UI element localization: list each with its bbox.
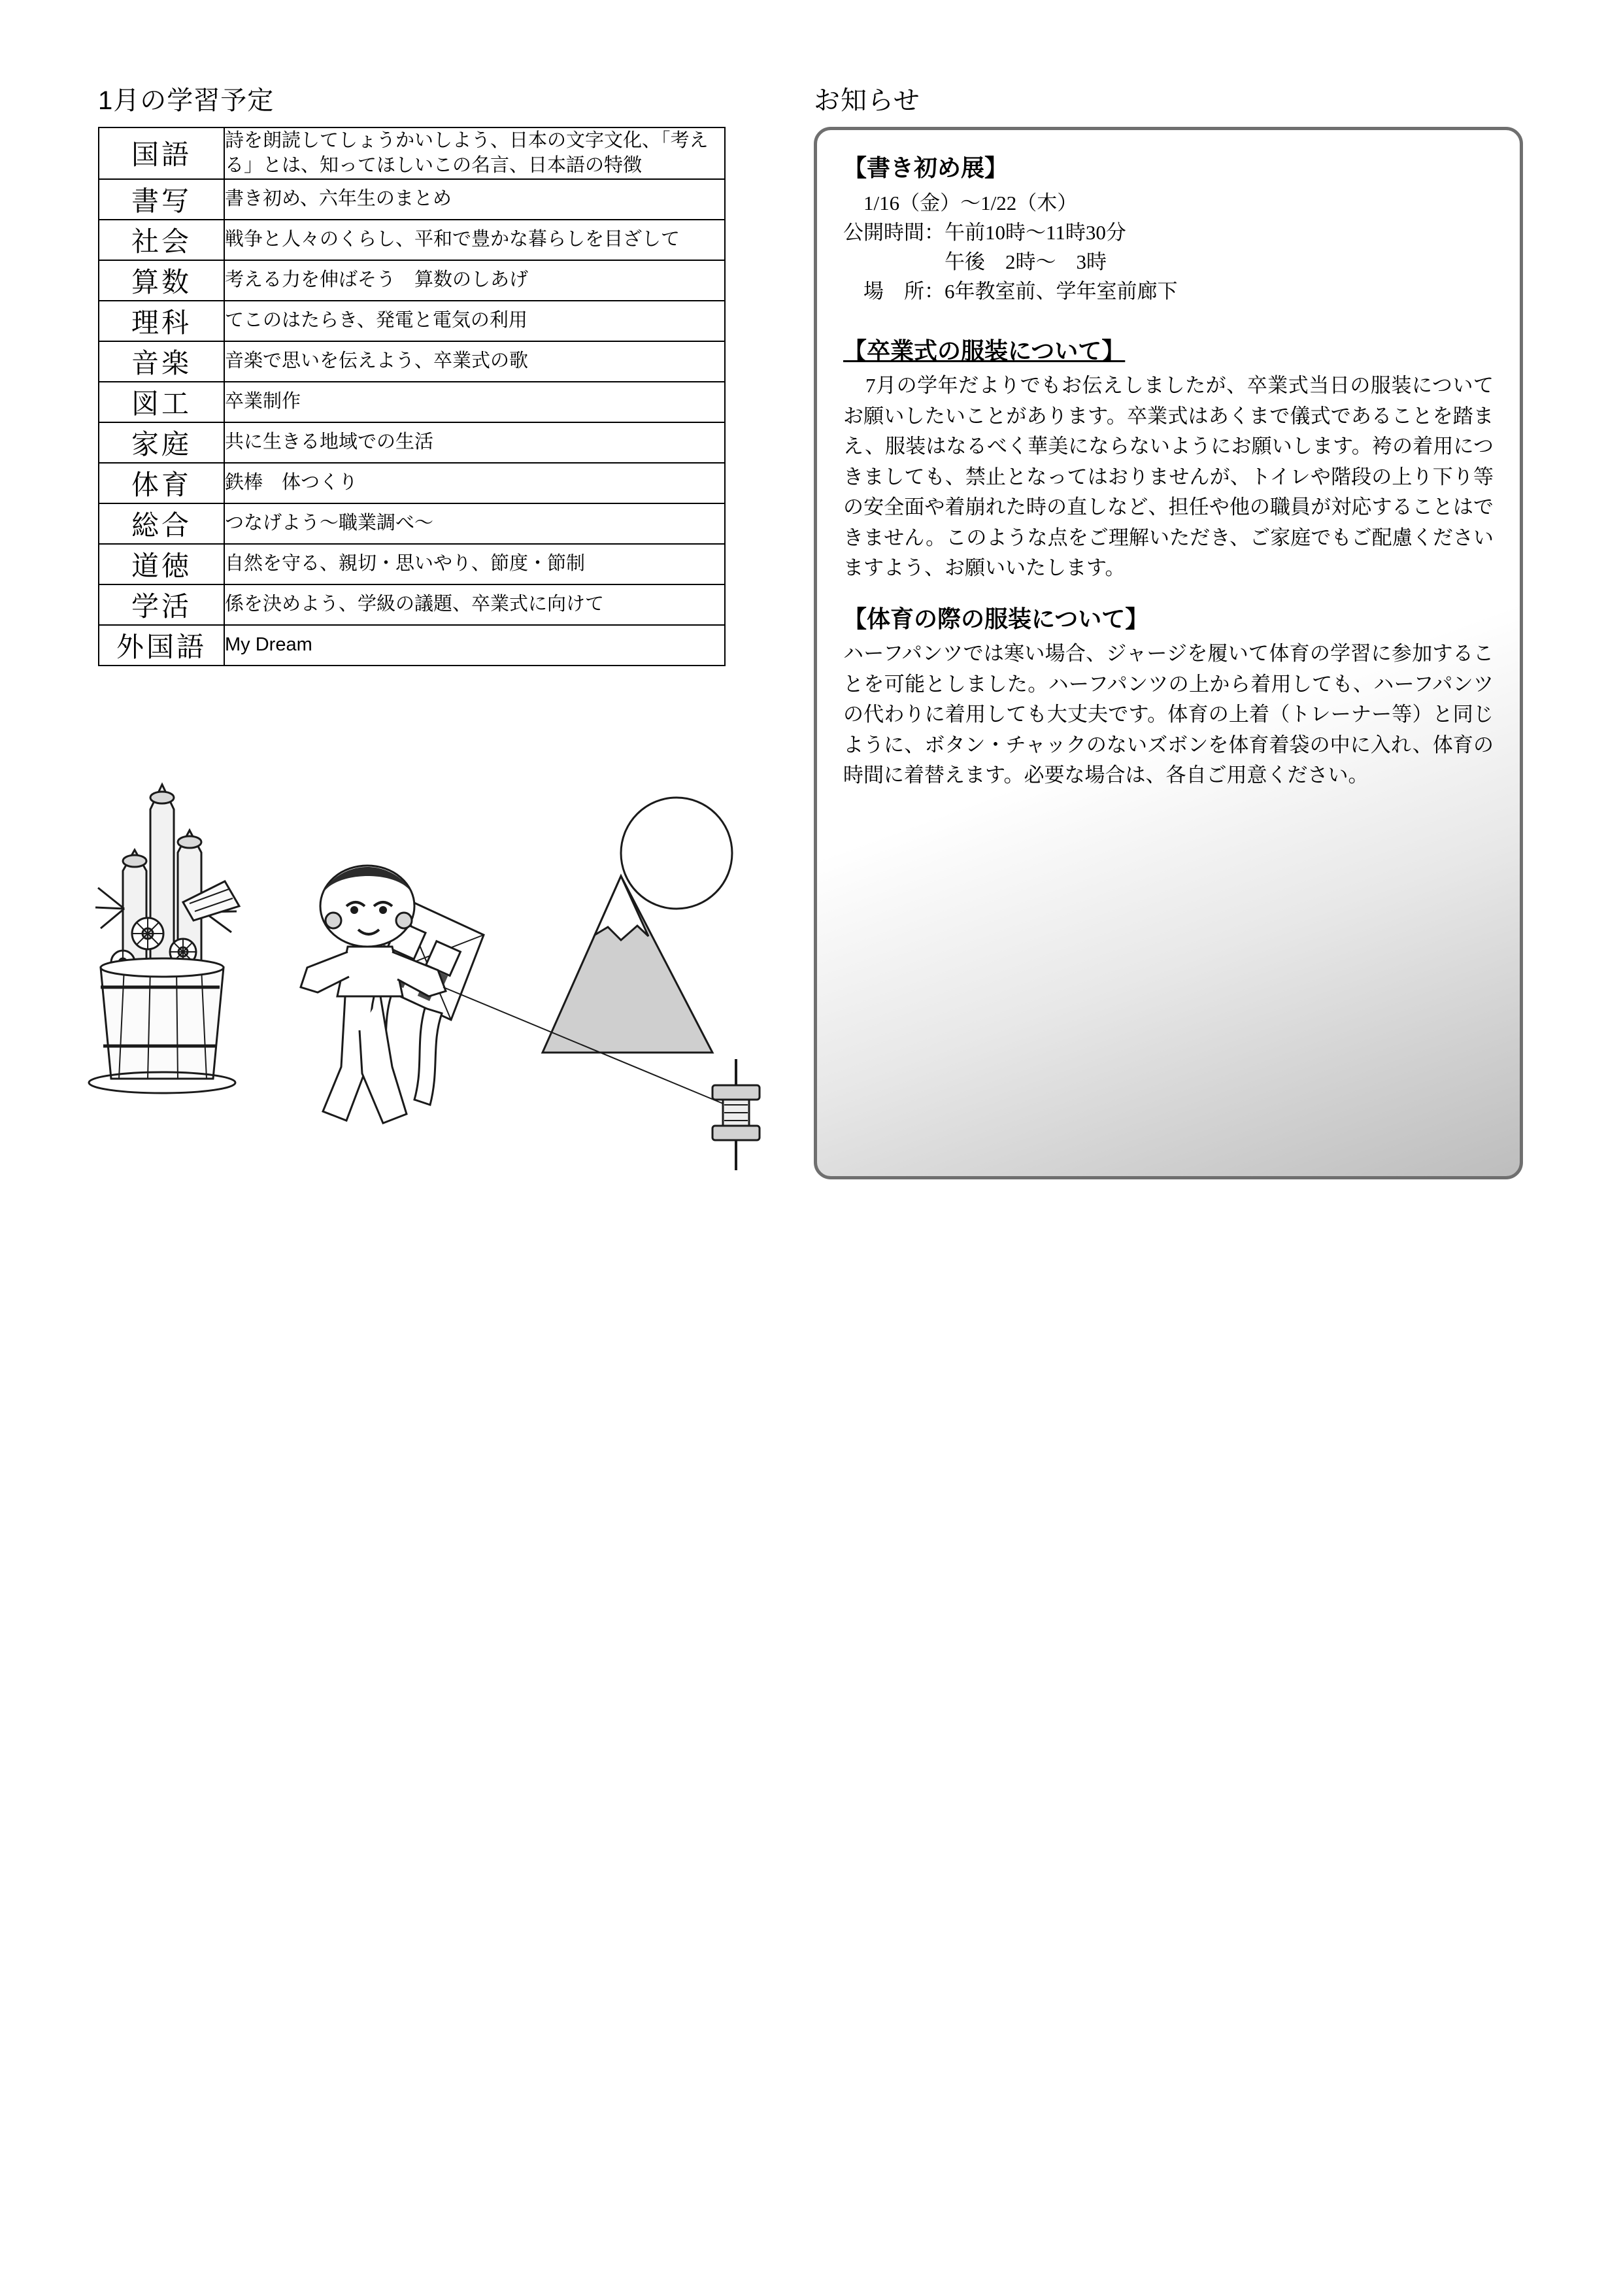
table-row [99, 179, 725, 220]
subject-cell: 社会 [99, 220, 224, 260]
subject-cell: 道徳 [99, 544, 224, 584]
notice-pe-title: 【体育の際の服装について】 [843, 605, 1149, 632]
table-row [99, 127, 725, 179]
notice-pe-body: ハーフパンツでは寒い場合、ジャージを履いて体育の学習に参加することを可能としました。ハーフパンツの上から着用しても、ハーフパンツの代わりに着用しても大丈夫です。体育の上着（トレーナー等）と同じように、ボタン・チャックのないズボンを体育着袋の中に入れ、体育の時間に着替えます。必要な場合は、各自ご用意ください。 [843, 642, 1494, 787]
content-cell: 考える力を伸ばそう 算数のしあげ [224, 260, 725, 301]
subject-cell: 総合 [99, 503, 224, 544]
notice-kakizome-hours-morning: 公開時間：午前10時〜11時30分 [843, 220, 1126, 244]
content-cell: 鉄棒 体つくり [224, 463, 725, 503]
subject-cell: 算数 [99, 260, 224, 301]
subject-cell: 書写 [99, 179, 224, 220]
content-cell: 戦争と人々のくらし、平和で豊かな暮らしを目ざして [224, 220, 725, 260]
table-row [99, 260, 725, 301]
subject-cell: 家庭 [99, 422, 224, 463]
content-cell: 詩を朗読してしょうかいしよう、日本の文字文化、「考える」とは、知ってほしいこの名言、日本語の特徴 [224, 127, 725, 179]
subject-cell: 理科 [99, 301, 224, 341]
schedule-heading: 1月の学習予定 [98, 86, 275, 115]
notice-graduation-attire [843, 335, 1494, 584]
content-cell: 自然を守る、親切・思いやり、節度・節制 [224, 544, 725, 584]
table-row [99, 625, 725, 666]
subject-cell: 音楽 [99, 341, 224, 382]
table-row [99, 382, 725, 422]
content-cell: My Dream [224, 625, 725, 666]
notice-graduation-title: 【卒業式の服装について】 [843, 337, 1126, 364]
section-spacer [843, 313, 1494, 335]
subject-cell: 図工 [99, 382, 224, 422]
notice-kakizome-hours-afternoon: 午後 2時〜 3時 [843, 250, 1107, 274]
content-cell: 共に生きる地域での生活 [224, 422, 725, 463]
new-year-illustration [85, 771, 778, 1242]
notice-pe-attire [843, 603, 1494, 791]
table-row [99, 301, 725, 341]
subject-cell: 国語 [99, 127, 224, 179]
content-cell: 書き初め、六年生のまとめ [224, 179, 725, 220]
content-cell: つなげよう〜職業調べ〜 [224, 503, 725, 544]
notice-kakizome-dates: 1/16（金）〜1/22（木） [843, 191, 1078, 214]
table-row [99, 544, 725, 584]
content-cell: 音楽で思いを伝えよう、卒業式の歌 [224, 341, 725, 382]
notices-section [814, 85, 1546, 1179]
notices-heading: お知らせ [814, 86, 920, 115]
table-row [99, 584, 725, 625]
table-row [99, 220, 725, 260]
notices-panel [814, 127, 1523, 1179]
study-schedule-section [98, 85, 758, 666]
notice-kakizome-title: 【書き初め展】 [843, 155, 1009, 181]
schedule-table [98, 127, 726, 666]
content-cell: 卒業制作 [224, 382, 725, 422]
notice-graduation-body: 7月の学年だよりでもお伝えしましたが、卒業式当日の服装についてお願いしたいことがあります。卒業式はあくまで儀式であることを踏まえ、服装はなるべく華美にならないようにお願いします。袴の着用につきましても、禁止となってはおりませんが、トイレや階段の上り下り等の安全面や着崩れた時の直しなど、担任や他の職員が対応することはできません。このような点をご理解いただき、ご家庭でもご配慮くださいますよう、お願いいたします。 [843, 374, 1494, 580]
notice-kakizome [843, 152, 1494, 307]
subject-cell: 学活 [99, 584, 224, 625]
table-row [99, 422, 725, 463]
content-cell: てこのはたらき、発電と電気の利用 [224, 301, 725, 341]
notice-kakizome-place: 場 所：6年教室前、学年室前廊下 [843, 280, 1178, 303]
subject-cell: 体育 [99, 463, 224, 503]
subject-cell: 外国語 [99, 625, 224, 666]
table-row [99, 503, 725, 544]
section-spacer [843, 590, 1494, 603]
table-row [99, 341, 725, 382]
content-cell: 係を決めよう、学級の議題、卒業式に向けて [224, 584, 725, 625]
table-row [99, 463, 725, 503]
